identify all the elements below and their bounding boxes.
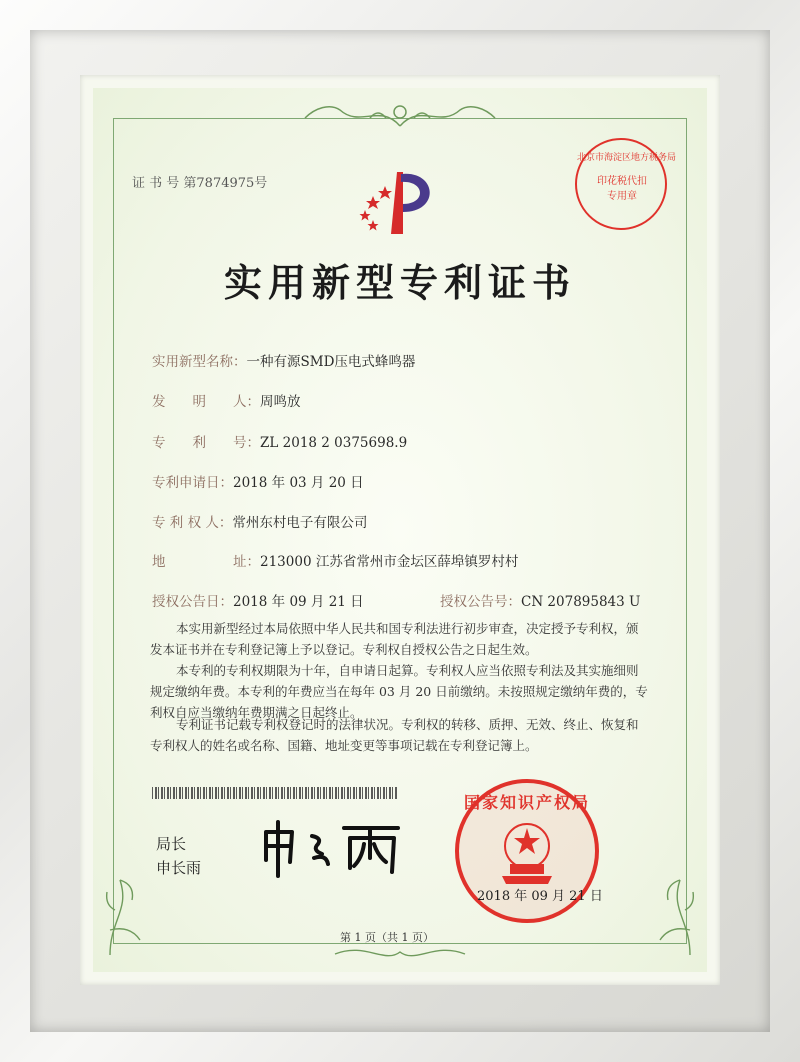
field-inventor <box>152 390 301 410</box>
tax-stamp-text: 北京市海淀区地方税务局 <box>577 153 677 163</box>
tax-stamp <box>575 138 677 230</box>
paragraph-grant: 本实用新型经过本局依照中华人民共和国专利法进行初步审查，决定授予专利权，颁发本证书并在专利登记簿上予以登记。专利权自授权公告之日起生效。 <box>150 621 639 657</box>
bottom-ornament-icon <box>330 942 470 964</box>
field-label: 专利申请日： <box>152 475 233 491</box>
page-indicator: 第 1 页（共 1 页） <box>340 931 434 944</box>
field-label: 实用新型名称： <box>152 354 247 370</box>
field-address <box>152 550 518 570</box>
signature-icon <box>258 818 406 878</box>
field-application-date <box>152 471 364 491</box>
top-ornament-icon <box>300 98 500 132</box>
seal-date: 2018 年 09 月 21 日 <box>477 889 603 904</box>
seal-text: 国家知识产权局 <box>463 793 590 812</box>
paragraph-term: 本专利的专利权期限为十年，自申请日起算。专利权人应当依照专利法及其实施细则规定缴纳年费。本专利的年费应当在每年 03 月 20 日前缴纳。未按照规定缴纳年费的，专利权自应当缴纳年费期满之日起终止。 <box>150 663 648 720</box>
field-label: 专 利 号： <box>152 435 260 451</box>
field-value: 213000 江苏省常州市金坛区薛埠镇罗村村 <box>260 554 519 570</box>
certificate-title: 实用新型专利证书 <box>223 260 576 305</box>
certificate-number: 证 书 号 第7874975号 <box>132 176 268 191</box>
director-name: 申长雨 <box>156 859 202 877</box>
corner-ornament-right-icon <box>630 860 700 960</box>
field-value: 2018 年 03 月 20 日 <box>233 475 364 491</box>
field-value: CN 207895843 U <box>521 594 641 610</box>
field-label: 授权公告号： <box>440 594 521 610</box>
field-value: 周鸣放 <box>260 394 301 410</box>
barcode <box>152 787 397 799</box>
field-value: 2018 年 09 月 21 日 <box>233 594 364 610</box>
tax-stamp-sub: 印花税代扣专用章 <box>597 176 647 202</box>
field-value: 一种有源SMD压电式蜂鸣器 <box>246 354 416 370</box>
field-value: 常州东村电子有限公司 <box>232 515 368 531</box>
patent-office-logo-icon <box>345 168 445 240</box>
paragraph-legal-status: 专利证书记载专利权登记时的法律状况。专利权的转移、质押、无效、终止、恢复和专利权人的姓名或名称、国籍、地址变更等事项记载在专利登记簿上。 <box>150 717 639 753</box>
field-label: 发 明 人： <box>152 394 260 410</box>
field-value: ZL 2018 2 0375698.9 <box>260 435 408 451</box>
field-patent-number <box>152 431 407 451</box>
field-label: 授权公告日： <box>152 594 233 610</box>
director-title: 局长 <box>156 835 187 853</box>
field-grant-number <box>440 590 640 610</box>
field-label: 专 利 权 人： <box>152 515 233 531</box>
field-patentee <box>152 511 367 531</box>
field-utility-name <box>152 350 415 370</box>
field-grant-date <box>152 590 364 610</box>
field-label: 地 址： <box>152 554 260 570</box>
